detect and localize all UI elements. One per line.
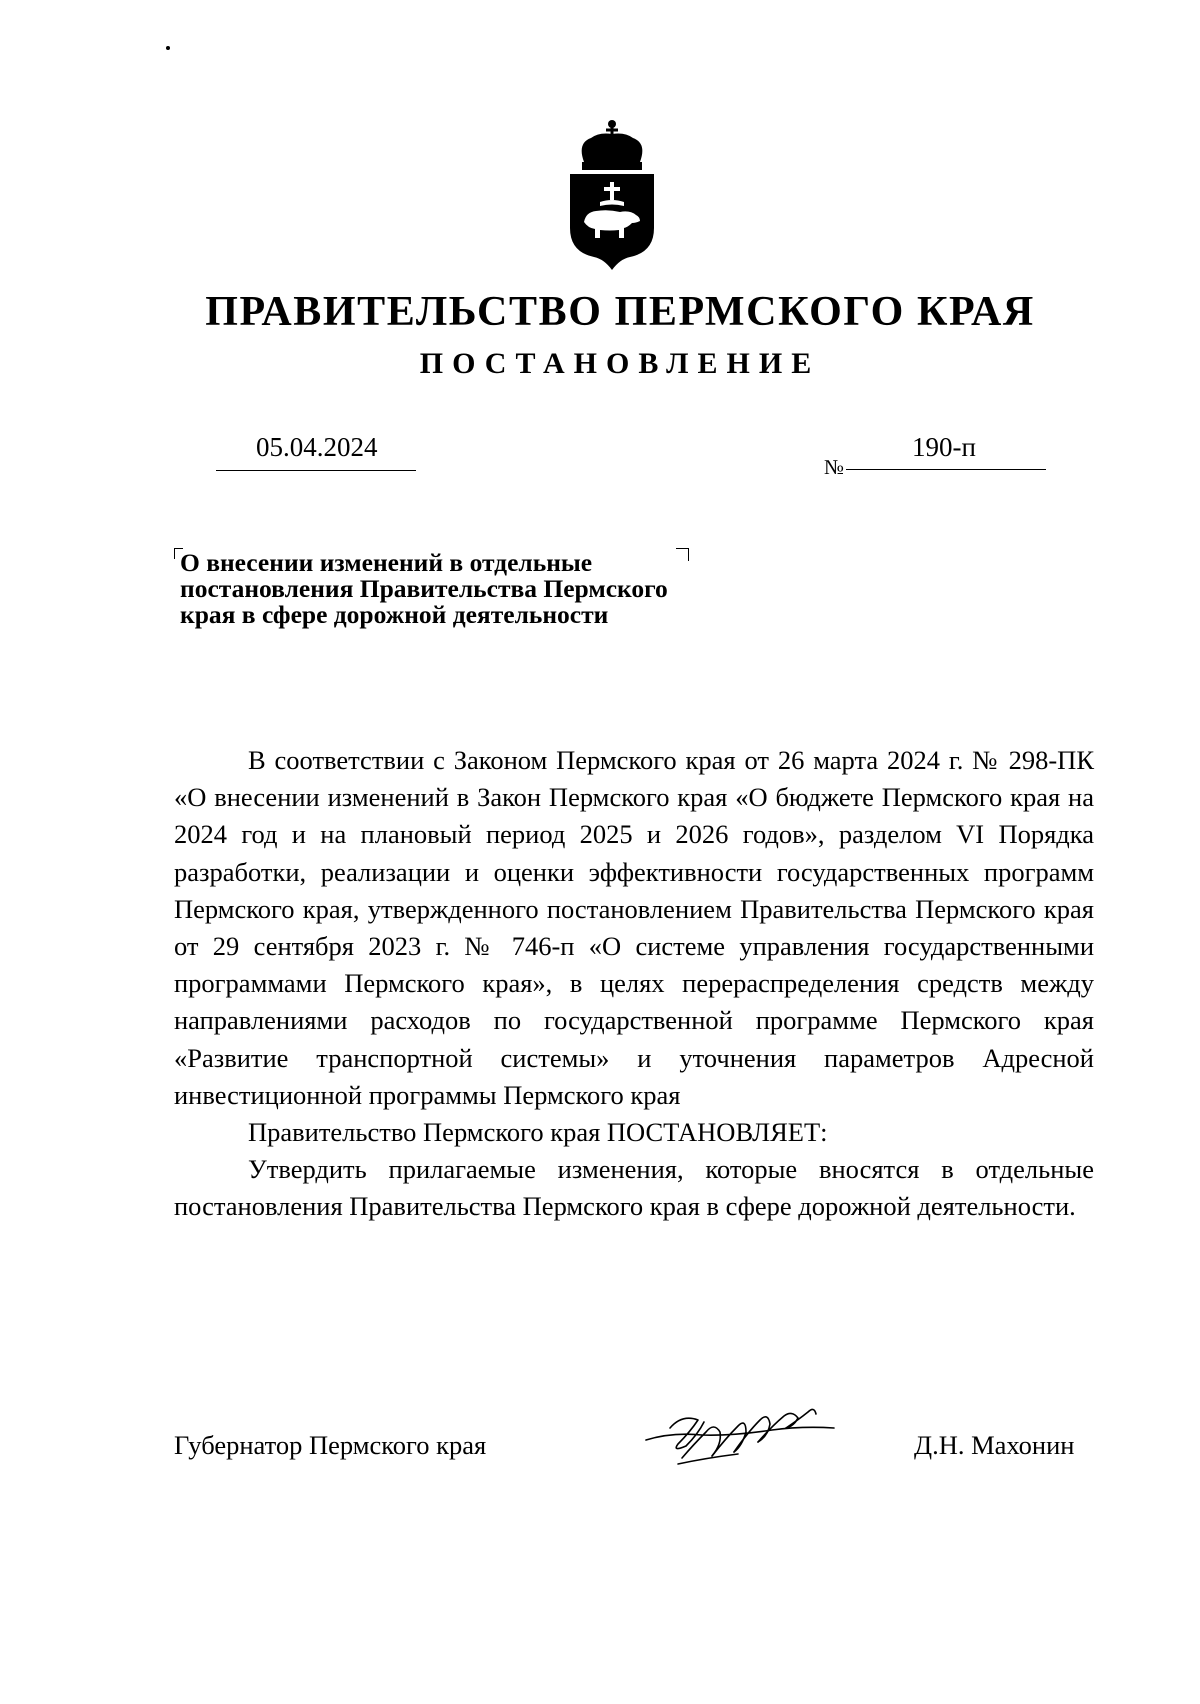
document-body — [174, 742, 1094, 1226]
document-date: 05.04.2024 — [256, 432, 378, 462]
coat-of-arms-emblem — [564, 118, 660, 270]
document-subject: О внесении изменений в отдельные постановления Правительства Пермского края в сфере дорожной деятельности — [180, 548, 668, 629]
signatory-position: Губернатор Пермского края — [174, 1430, 487, 1460]
date-underline — [216, 470, 416, 471]
document-type: ПОСТАНОВЛЕНИЕ — [419, 347, 821, 380]
resolution-paragraph: Правительство Пермского края ПОСТАНОВЛЯЕТ: — [248, 1117, 828, 1148]
number-sign: № — [824, 455, 845, 479]
number-underline — [846, 469, 1046, 470]
decision-paragraph: Утвердить прилагаемые изменения, которые вносятся в отдельные постановления Правительства Пермского края в сфере дорожной деятельности. — [174, 1154, 1094, 1222]
preamble-paragraph: В соответствии с Законом Пермского края от 26 марта 2024 г. № 298-ПК «О внесении изменений в Закон Пермского края «О бюджете Пермского края на 2024 год и на плановый период 2025 и 2026 годов», разделом VI Порядка разработки, реализации и оценки эффективности государственных программ Пермского края, утвержденного постановлением Правительства Пермского края от 29 сентября 2023 г. № 746-п «О системе управления государственными программами Пермского края», в целях перераспределения средств между направлениями расходов по государственной программе Пермского края «Развитие транспортной системы» и уточнения параметров Адресной инвестиционной программы Пермского края — [174, 745, 1094, 1110]
organization-title: ПРАВИТЕЛЬСТВО ПЕРМСКОГО КРАЯ — [205, 289, 1035, 335]
document-number: 190-п — [912, 432, 976, 462]
scan-speck — [166, 46, 170, 50]
handwritten-signature — [642, 1392, 838, 1482]
signatory-name: Д.Н. Махонин — [914, 1430, 1075, 1460]
